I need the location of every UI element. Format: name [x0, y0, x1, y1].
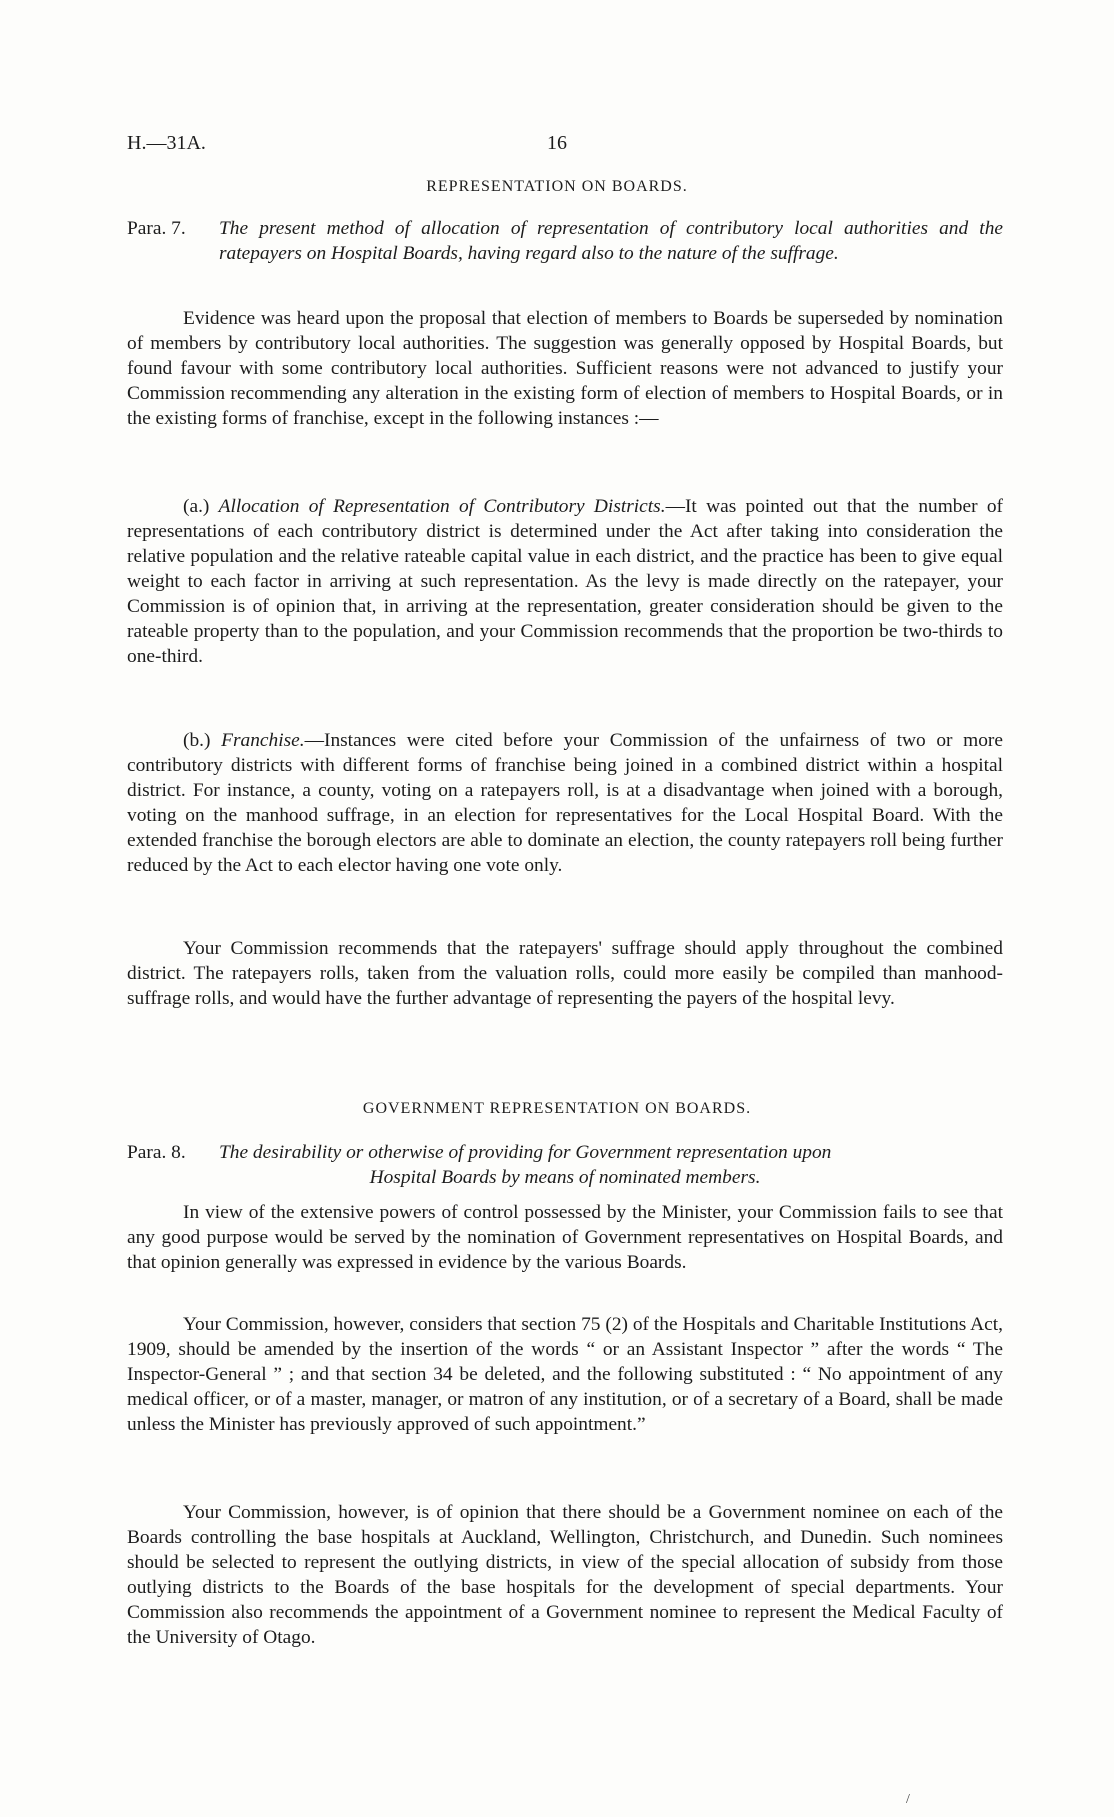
para-8-label: Para. 8.: [127, 1142, 186, 1163]
para-8-block: [127, 1140, 1003, 1190]
para-7-title: The present method of allocation of representation of contributory local authorities and the ratepayers on Hospital Boards, having regard also to the nature of the suffrage.: [219, 218, 1003, 264]
paragraph-franchise: (b.) Franchise.—Instances were cited before your Commission of the unfairness of two or more contributory districts with different forms of franchise being joined in a combined district within a hospital district. For instance, a county, voting on a ratepayers roll, is at a disadvantage when joined with a borough, voting on the manhood suffrage, in an election for representatives for the Local Hospital Board. With the extended franchise the borough electors are able to dominate an election, the county ratepayers roll being further reduced by the Act to each elector having one vote only.: [127, 730, 1003, 876]
stray-mark: /: [906, 1792, 910, 1807]
document-reference: H.—31A.: [127, 132, 206, 154]
paragraph: Your Commission, however, considers that section 75 (2) of the Hospitals and Charitable Institutions Act, 1909, should be amended by the insertion of the words “ or an Assistant Inspector ” after the words “ The Inspector-General ” ; and that section 34 be deleted, and the following substituted : “ No appointment of any medical officer, or of a master, manager, or matron of any institution, or of a secretary of a Board, shall be made unless the Minister has previously approved of such appointment.”: [127, 1314, 1003, 1435]
para-7-block: [127, 216, 1003, 266]
paragraph-allocation: (a.) Allocation of Representation of Contributory Districts.—It was pointed out that the number of representations of each contributory district is determined under the Act after taking into consideration the relative population and the relative rateable capital value in each district, and the practice has been to give equal weight to each factor in arriving at such representation. As the levy is made directly on the ratepayer, your Commission is of opinion that, in arriving at the representation, greater consideration should be given to the rateable property than to the population, and your Commission recommends that the proportion be two-thirds to one-third.: [127, 496, 1003, 667]
para-8-title: The desirability or otherwise of providing for Government representation upon Hospital Boards by means of nominated members.: [219, 1142, 832, 1188]
paragraph: Your Commission, however, is of opinion that there should be a Government nominee on each of the Boards controlling the base hospitals at Auckland, Wellington, Christchurch, and Dunedin. Such nominees should be selected to represent the outlying districts, in view of the special allocation of subsidy from those outlying districts to the Boards of the base hospitals for the development of special departments. Your Commission also recommends the appointment of a Government nominee to represent the Medical Faculty of the University of Otago.: [127, 1502, 1003, 1648]
paragraph: Evidence was heard upon the proposal that election of members to Boards be superseded by nomination of members by contributory local authorities. The suggestion was generally opposed by Hospital Boards, but found favour with some contributory local authorities. Sufficient reasons were not advanced to justify your Commission recommending any alteration in the existing form of election of members to Hospital Boards, or in the existing forms of franchise, except in the following instances :—: [127, 308, 1003, 429]
page-number: 16: [547, 132, 567, 154]
para-7-label: Para. 7.: [127, 218, 186, 239]
paragraph: Your Commission recommends that the ratepayers' suffrage should apply throughout the combined district. The ratepayers rolls, taken from the valuation rolls, could more easily be compiled than manhood-suffrage rolls, and would have the further advantage of representing the payers of the hospital levy.: [127, 938, 1003, 1009]
paragraph: In view of the extensive powers of control possessed by the Minister, your Commission fails to see that any good purpose would be served by the nomination of Government representatives on Hospital Boards, and that opinion generally was expressed in evidence by the various Boards.: [127, 1202, 1003, 1273]
section-heading-representation: REPRESENTATION ON BOARDS.: [426, 178, 688, 195]
section-heading-government: GOVERNMENT REPRESENTATION ON BOARDS.: [362, 1100, 752, 1117]
